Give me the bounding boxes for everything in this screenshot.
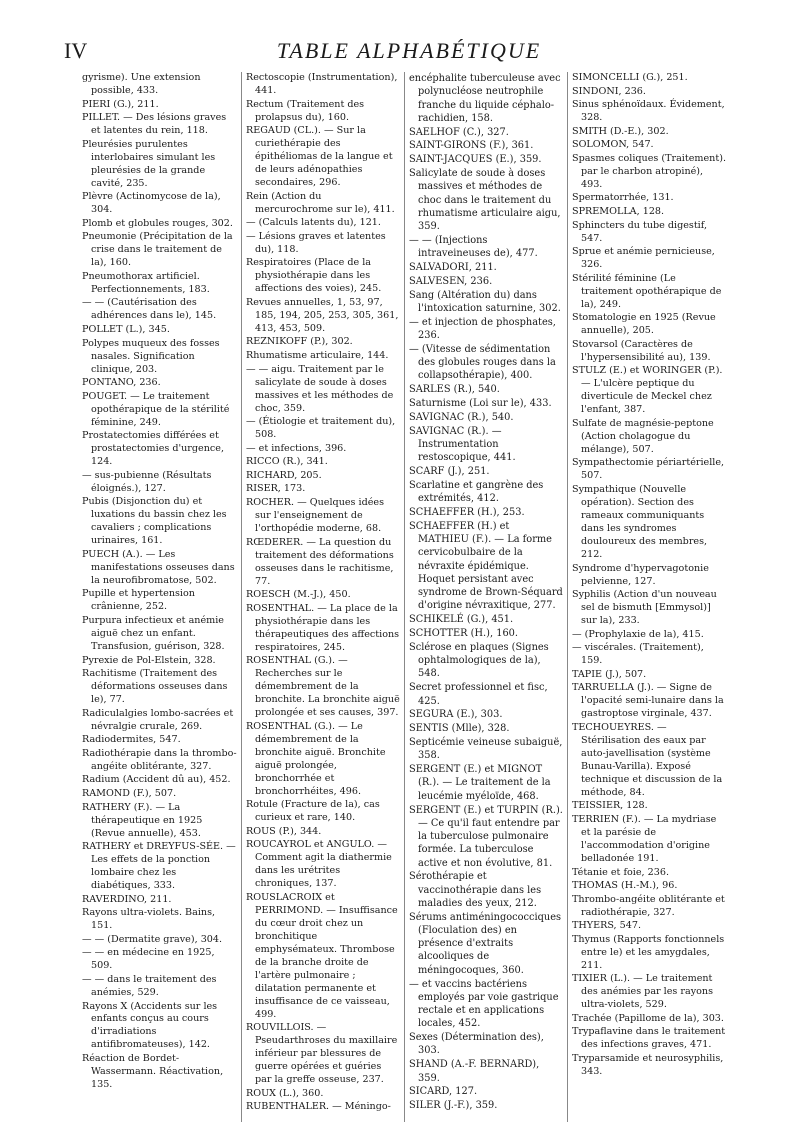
index-entry: TARRUELLA (J.). — Signe de l'opacité semi-lunaire dans la gastroptose virginale, 437. — [572, 682, 724, 720]
index-entry: — viscérales. (Traitement), 159. — [572, 642, 704, 667]
index-entry: RISER, 173. — [246, 483, 306, 495]
index-entry: — Lésions graves et latentes du), 118. — [246, 230, 386, 255]
index-entry: Stovarsol (Caractères de l'hypersensibilité au), 139. — [572, 338, 711, 363]
index-entry: SENTIS (Mlle), 328. — [409, 723, 510, 735]
index-entry: Sérums antiméningococciques (Floculation des) en présence d'extraits alcooliques de méningocoques, 360. — [409, 911, 562, 976]
index-entry: SILER (J.-F.), 359. — [409, 1100, 498, 1112]
index-entry: — sus-pubienne (Résultats éloignés.), 127. — [82, 469, 212, 494]
index-entry: TECHOUEYRES. — Stérilisation des eaux par auto-javellisation (système Bunau-Varilla). Exposé technique et discussion de la méthode, 84. — [572, 721, 723, 798]
index-entry: STULZ (E.) et WORINGER (P.). — L'ulcère peptique du diverticule de Meckel chez l'enfant, 387. — [572, 365, 723, 416]
index-entry: RAVERDINO, 211. — [82, 893, 172, 905]
index-entry: Sphincters du tube digestif, 547. — [572, 219, 708, 244]
index-entry: Tryparsamide et neurosyphilis, 343. — [572, 1053, 724, 1078]
index-entry: Radiodermites, 547. — [82, 734, 181, 746]
index-entry: — et vaccins bactériens employés par voie gastrique rectale et en applications locales, 452. — [409, 978, 559, 1030]
index-entry: Prostatectomies différées et prostatectomies d'urgence, 124. — [82, 430, 224, 468]
index-entry: RUBENTHALER. — Méningo- — [246, 1101, 391, 1113]
index-entry: ROESCH (M.-J.), 450. — [246, 589, 351, 601]
index-entry: Rein (Action du mercurochrome sur le), 411. — [246, 190, 395, 215]
index-entry: Trachée (Papillome de la), 303. — [572, 1012, 724, 1024]
index-entry: PUECH (A.). — Les manifestations osseuses dans la neurofibromatose, 502. — [82, 548, 235, 586]
index-entry: REGAUD (CL.). — Sur la curiethérapie des épithéliomas de la langue et de leurs adénopathies secondaires, 296. — [246, 125, 393, 189]
index-entry: Spermatorrhée, 131. — [572, 192, 674, 204]
index-columns — [78, 72, 746, 1122]
index-entry: Sulfate de magnésie-peptone (Action cholagogue du mélange), 507. — [572, 417, 714, 455]
index-entry: Réaction de Bordet-Wassermann. Réactivation, 135. — [82, 1053, 224, 1090]
page-number: IV — [64, 38, 88, 63]
index-entry: Syndrome d'hypervagotonie pelvienne, 127. — [572, 562, 709, 587]
index-entry: Radiculalgies lombo-sacrées et névralgie crurale, 269. — [82, 707, 234, 732]
index-entry: ROUVILLOIS. — Pseudarthroses du maxillaire inférieur par blessures de guerre opérées et guéries par la greffe osseuse, 237. — [246, 1022, 398, 1086]
index-entry: ROUCAYROL et ANGULO. — Comment agit la diathermie dans les urétrites chroniques, 137. — [246, 839, 392, 890]
index-entry: SAVIGNAC (R.). — Instrumentation restoscopique, 441. — [409, 425, 516, 464]
index-entry: ROUSLACROIX et PERRIMOND. — Insuffisance du cœur droit chez un bronchitique emphysémateux. Thrombose de la branche droite de l'artère pulmonaire ; dilatation permanente et insuffisance de ce vaisseau, 499. — [246, 891, 398, 1020]
index-entry: SALVADORI, 211. — [409, 262, 497, 274]
index-entry: SCHAEFFER (H.), 253. — [409, 507, 525, 519]
index-entry: POUGET. — Le traitement opothérapique de la stérilité féminine, 249. — [82, 390, 230, 428]
index-entry: ROUX (L.), 360. — [246, 1087, 324, 1099]
index-entry: SAVIGNAC (R.), 540. — [409, 411, 514, 423]
index-entry: SCARF (J.), 251. — [409, 466, 490, 478]
index-entry: Respiratoires (Place de la physiothérapie dans les affections des voies), 245. — [246, 257, 382, 295]
index-entry: RATHERY (F.). — La thérapeutique en 1925 (Revue annuelle), 453. — [82, 801, 203, 839]
index-entry: — (Vitesse de sédimentation des globules rouges dans la collapsothérapie), 400. — [409, 343, 556, 382]
index-entry: — et infections, 396. — [246, 442, 347, 454]
index-entry: Spasmes coliques (Traitement). par le charbon atropiné), 493. — [572, 152, 727, 190]
index-entry: Radiothérapie dans la thrombo-angéite oblitérante, 327. — [82, 747, 237, 772]
index-entry: Thymus (Rapports fonctionnels entre le) et les amygdales, 211. — [572, 933, 725, 971]
index-entry: SAINT-JACQUES (E.), 359. — [409, 154, 542, 166]
index-entry: Stérilité féminine (Le traitement opothérapique de la), 249. — [572, 272, 722, 310]
index-entry: SINDONI, 236. — [572, 85, 646, 97]
index-entry: PIERI (G.), 211. — [82, 98, 159, 110]
index-entry: Rayons ultra-violets. Bains, 151. — [82, 907, 216, 932]
index-entry: Saturnisme (Loi sur le), 433. — [409, 398, 552, 410]
index-entry: REZNIKOFF (P.), 302. — [246, 336, 353, 348]
index-entry: SOLOMON, 547. — [572, 139, 654, 151]
index-entry: TAPIE (J.), 507. — [572, 668, 647, 680]
index-entry: TERRIEN (F.). — La mydriase et la parésie de l'accommodation d'origine belladonée 191. — [572, 813, 717, 864]
index-entry: Sinus sphénoïdaux. Évidement, 328. — [572, 99, 725, 124]
index-entry: THOMAS (H.-M.), 96. — [572, 880, 678, 892]
index-entry: Pleurésies purulentes interlobaires simulant les pleurésies de la grande cavité, 235. — [82, 138, 216, 189]
index-entry: POLLET (L.), 345. — [82, 324, 170, 336]
index-entry: SERGENT (E.) et TURPIN (R.). — Ce qu'il faut entendre par la tuberculose pulmonaire formée. La tuberculose active et non évolutive, 81. — [409, 804, 563, 869]
index-entry: Rectoscopie (Instrumentation), 441. — [246, 72, 398, 96]
index-entry: Salicylate de soude à doses massives et méthodes de choc dans le traitement du rhumatisme articulaire aigu, 359. — [409, 168, 561, 233]
index-entry: — (Calculs latents du), 121. — [246, 217, 381, 229]
index-entry: Sang (Altération du) dans l'intoxication saturnine, 302. — [409, 289, 561, 314]
index-entry: SIMONCELLI (G.), 251. — [572, 72, 688, 83]
index-entry: gyrisme). Une extension possible, 433. — [82, 72, 201, 96]
index-entry: SAELHOF (C.), 327. — [409, 126, 509, 138]
index-entry: encéphalite tuberculeuse avec polynucléose neutrophile franche du liquide céphalo-rachidien, 158. — [409, 73, 561, 124]
index-entry: Pupille et hypertension crânienne, 252. — [82, 588, 195, 613]
page-title: TABLE ALPHABÉTIQUE — [276, 38, 542, 63]
index-column-3 — [404, 72, 567, 1122]
index-entry: Rayons X (Accidents sur les enfants conçus au cours d'irradiations antifibromateuses), 142. — [82, 1000, 218, 1051]
index-entry: RATHERY et DREYFUS-SÉE. — Les effets de la ponction lombaire chez les diabétiques, 333. — [82, 841, 236, 892]
index-entry: ROCHER. — Quelques idées sur l'enseignement de l'orthopédie moderne, 68. — [246, 497, 385, 534]
index-entry: Rotule (Fracture de la), cas curieux et rare, 140. — [246, 799, 380, 824]
index-entry: Purpura infectieux et anémie aiguë chez un enfant. Transfusion, guérison, 328. — [82, 615, 225, 653]
index-entry: Pneumothorax artificiel. Perfectionnements, 183. — [82, 270, 210, 295]
index-entry: SCHOTTER (H.), 160. — [409, 628, 519, 640]
index-entry: RAMOND (F.), 507. — [82, 788, 177, 799]
index-entry: SERGENT (E.) et MIGNOT (R.). — Le traitement de la leucémie myéloïde, 468. — [409, 764, 551, 802]
index-entry: RICCO (R.), 341. — [246, 456, 328, 468]
index-entry: SCHIKELÉ (G.), 451. — [409, 614, 514, 626]
index-entry: Sérothérapie et vaccinothérapie dans les maladies des yeux, 212. — [409, 871, 542, 909]
index-entry: SARLES (R.), 540. — [409, 384, 500, 396]
index-entry: Pneumonie (Précipitation de la crise dans le traitement de la), 160. — [82, 231, 233, 269]
index-entry: Scarlatine et gangrène des extrémités, 412. — [409, 480, 544, 505]
index-entry: Septicémie veineuse subaiguë, 358. — [409, 737, 563, 762]
index-entry: Tétanie et foie, 236. — [572, 866, 669, 878]
index-entry: Revues annuelles, 1, 53, 97, 185, 194, 205, 253, 305, 361, 413, 453, 509. — [246, 296, 399, 334]
index-entry: — — en médecine en 1925, 509. — [82, 947, 215, 972]
index-entry: Sexes (Détermination des), 303. — [409, 1032, 544, 1057]
index-entry: — — aigu. Traitement par le salicylate de soude à doses massives et les méthodes de choc, 359. — [246, 363, 394, 414]
index-entry: Sprue et anémie pernicieuse, 326. — [572, 246, 715, 271]
index-entry: SPREMOLLA, 128. — [572, 206, 665, 217]
index-entry: Pubis (Disjonction du) et luxations du bassin chez les cavaliers ; complications urinaires, 161. — [82, 496, 227, 547]
page-header — [64, 38, 754, 74]
index-entry: — (Étiologie et traitement du), 508. — [246, 416, 396, 441]
index-entry: SMITH (D.-E.), 302. — [572, 125, 669, 137]
index-entry: Rectum (Traitement des prolapsus du), 160. — [246, 98, 365, 123]
index-entry: SALVESEN, 236. — [409, 275, 493, 287]
index-entry: Pyrexie de Pol-Elstein, 328. — [82, 654, 216, 666]
index-entry: — et injection de phosphates, 236. — [409, 316, 556, 342]
index-entry: SHAND (A.-F. BERNARD), 359. — [409, 1059, 540, 1084]
index-entry: PILLET. — Des lésions graves et latentes du rein, 118. — [82, 112, 227, 137]
index-entry: ROSENTHAL (G.). — Le démembrement de la bronchite aiguë. Bronchite aiguë prolongée, bronchorrhée et bronchorrhéites, 496. — [246, 720, 386, 797]
index-entry: Plomb et globules rouges, 302. — [82, 217, 233, 229]
index-entry: RICHARD, 205. — [246, 469, 322, 481]
index-entry: ROSENTHAL (G.). — Recherches sur le démembrement de la bronchite. La bronchite aiguë prolongée et ses causes, 397. — [246, 655, 400, 719]
index-entry: Sclérose en plaques (Signes ophtalmologiques de la), 548. — [409, 641, 549, 680]
index-entry: Syphilis (Action d'un nouveau sel de bismuth [Emmysol)] sur la), 233. — [572, 589, 717, 627]
index-entry: Radium (Accident dû au), 452. — [82, 774, 231, 786]
index-entry: Sympathique (Nouvelle opération). Section des rameaux communiquants dans les syndromes douloureux des membres, 212. — [572, 484, 708, 560]
index-column-1 — [78, 72, 241, 1122]
index-entry: Thrombo-angéite oblitérante et radiothérapie, 327. — [572, 893, 725, 918]
index-entry: — — (Cautérisation des adhérences dans le), 145. — [82, 297, 217, 322]
index-entry: ROSENTHAL. — La place de la physiothérapie dans les thérapeutiques des affections respiratoires, 245. — [246, 602, 400, 653]
index-entry: Secret professionnel et fisc, 425. — [409, 682, 548, 707]
index-entry: RŒDERER. — La question du traitement des déformations osseuses dans le rachitisme, 77. — [246, 536, 394, 587]
index-entry: SEGURA (E.), 303. — [409, 709, 503, 721]
index-entry: Stomatologie en 1925 (Revue annuelle), 205. — [572, 312, 716, 337]
index-entry: Rachitisme (Traitement des déformations osseuses dans le), 77. — [82, 668, 228, 706]
index-entry: Trypaflavine dans le traitement des infections graves, 471. — [572, 1026, 726, 1051]
index-entry: — (Prophylaxie de la), 415. — [572, 628, 704, 640]
index-entry: — — dans le traitement des anémies, 529. — [82, 973, 217, 998]
index-entry: Sympathectomie périartérielle, 507. — [572, 457, 725, 482]
index-entry: Rhumatisme articulaire, 144. — [246, 350, 389, 362]
index-entry: — — (Injections intraveineuses de), 477. — [409, 234, 538, 260]
index-entry: SICARD, 127. — [409, 1086, 478, 1098]
index-entry: ROUS (P.), 344. — [246, 825, 322, 837]
index-entry: THYERS, 547. — [572, 920, 642, 932]
index-entry: Plèvre (Actinomycose de la), 304. — [82, 191, 221, 216]
index-entry: SCHAEFFER (H.) et MATHIEU (F.). — La forme cervicobulbaire de la névraxite épidémique. Hoquet persistant avec syndrome de Brown-Séquard d'origine névraxitique, 277. — [409, 520, 563, 612]
index-entry: Polypes muqueux des fosses nasales. Signification clinique, 203. — [82, 337, 220, 375]
index-column-4 — [567, 72, 730, 1122]
index-column-2 — [241, 72, 404, 1122]
index-entry: SAINT-GIRONS (F.), 361. — [409, 140, 534, 152]
index-entry: TEISSIER, 128. — [572, 800, 648, 812]
index-entry: — — (Dermatite grave), 304. — [82, 933, 223, 945]
index-entry: PONTANO, 236. — [82, 377, 161, 389]
index-entry: TIXIER (L.). — Le traitement des anémies par les rayons ultra-violets, 529. — [572, 973, 714, 1011]
